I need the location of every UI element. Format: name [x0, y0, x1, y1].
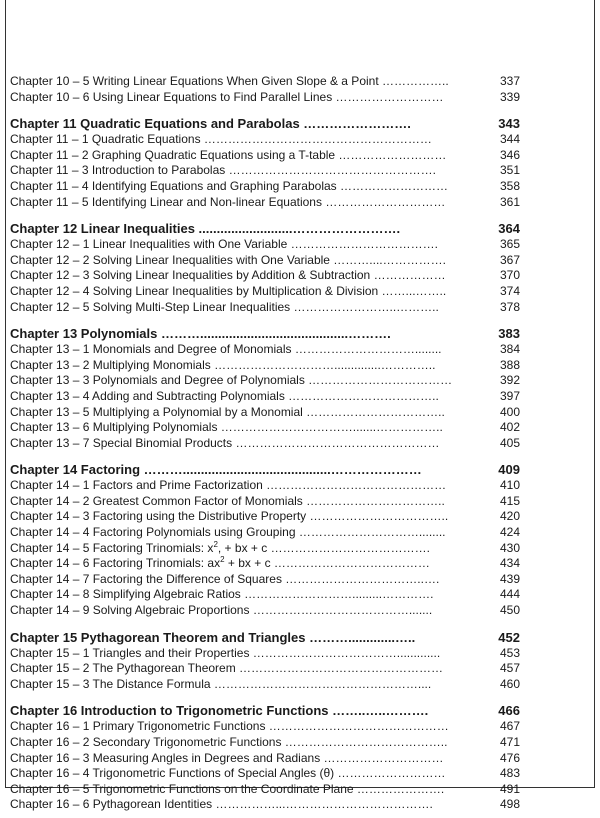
toc-entry-title: Chapter 13 – 6 Multiplying Polynomials …………………………….......…………….. [10, 420, 443, 435]
chapter-title: Chapter 15 Pythagorean Theorem and Triangles ……….............….. [10, 629, 416, 645]
toc-entry-page: 367 [499, 252, 520, 267]
toc-entry-title: Chapter 16 – 3 Measuring Angles in Degrees and Radians ………………………… [10, 750, 444, 765]
toc-entry-title: Chapter 13 – 1 Monomials and Degree of Monomials …………………………........ [10, 342, 442, 357]
toc-entry-title: Chapter 16 – 5 Trigonometric Functions on the Coordinate Plane …………………. [10, 781, 445, 796]
toc-entry-page: 400 [499, 404, 520, 419]
toc-entry-title: Chapter 15 – 1 Triangles and their Properties ………………………………............. [10, 645, 441, 660]
toc-entry-title: Chapter 14 – 2 Greatest Common Factor of Monomials …………………………….. [10, 493, 445, 508]
toc-entry-title: Chapter 14 – 4 Factoring Polynomials using Grouping …………………………........ [10, 525, 446, 540]
toc-entry-page: 365 [499, 237, 520, 252]
toc-entry-title: Chapter 11 – 4 Identifying Equations and Graphing Parabolas ……………………… [10, 178, 448, 193]
chapter-page: 383 [498, 326, 520, 342]
toc-entry-title: Chapter 14 – 6 Factoring Trinomials: $ax^2$ + bx + c ………………………………… [10, 556, 430, 571]
toc-entry-title: Chapter 11 – 3 Introduction to Parabolas ……………………………………………. [10, 163, 436, 178]
toc-entry-page: 434 [499, 556, 520, 571]
chapter-page: 452 [498, 629, 520, 645]
toc-entry [10, 661, 520, 677]
toc-entry [10, 782, 520, 798]
chapter-heading [10, 115, 520, 132]
toc-entry [10, 179, 520, 195]
toc-entry-page: 378 [499, 299, 520, 314]
toc-entry-page: 453 [499, 645, 520, 660]
toc-entry [10, 148, 520, 164]
toc-entry [10, 300, 520, 316]
chapter-page: 409 [498, 462, 520, 478]
toc-entry [10, 132, 520, 148]
toc-entry-page: 444 [499, 587, 520, 602]
toc-entry [10, 405, 520, 421]
toc-entry [10, 90, 520, 106]
toc-entry-title: Chapter 15 – 2 The Pythagorean Theorem …………………………………………… [10, 661, 444, 676]
toc-entry-page: 374 [499, 283, 520, 298]
toc-entry-title: Chapter 14 – 8 Simplifying Algebraic Ratios ……………………….........…………. [10, 587, 434, 602]
toc-entry-page: 471 [499, 735, 520, 749]
toc-entry-title: Chapter 13 – 7 Special Binomial Products …………………………………………… [10, 435, 440, 450]
toc-entry-title: Chapter 12 – 3 Solving Linear Inequalities by Addition & Subtraction ……………… [10, 268, 446, 283]
toc-entry-page: 358 [499, 178, 520, 193]
chapter-heading [10, 220, 520, 237]
toc-entry-page: 439 [499, 571, 520, 586]
toc-entry-page: 351 [499, 163, 520, 178]
chapter-title: Chapter 13 Polynomials ……….........................................………. [10, 326, 391, 342]
chapter-title: Chapter 14 Factoring ……….........................................………………… [10, 462, 422, 478]
toc-entry [10, 603, 520, 619]
toc-entry [10, 237, 520, 253]
table-of-contents [10, 74, 520, 813]
toc-entry-title: Chapter 12 – 5 Solving Multi-Step Linear Inequalities ……………………..……….. [10, 299, 439, 314]
toc-entry-page: 392 [499, 373, 520, 388]
toc-entry-title: Chapter 13 – 4 Adding and Subtracting Polynomials ……………………………….. [10, 388, 439, 403]
toc-entry-page: 457 [499, 661, 520, 676]
toc-entry-page: 384 [499, 342, 520, 357]
toc-entry-title: Chapter 12 – 4 Solving Linear Inequalities by Multiplication & Division ……...…….. [10, 283, 447, 298]
toc-entry [10, 525, 520, 541]
toc-entry [10, 556, 520, 572]
toc-entry [10, 494, 520, 510]
toc-entry-title: Chapter 11 – 1 Quadratic Equations ………………………………………………… [10, 132, 432, 147]
toc-entry [10, 572, 520, 588]
toc-entry-title: Chapter 16 – 1 Primary Trigonometric Functions ……………………………………… [10, 719, 449, 734]
toc-entry [10, 735, 520, 751]
toc-entry-page: 450 [499, 603, 520, 618]
toc-entry-page: 388 [499, 357, 520, 372]
toc-entry-page: 370 [499, 268, 520, 283]
toc-entry [10, 766, 520, 782]
toc-entry-title: Chapter 12 – 1 Linear Inequalities with One Variable ………………………………. [10, 237, 438, 252]
toc-entry [10, 677, 520, 693]
toc-entry [10, 478, 520, 494]
toc-entry-title: Chapter 13 – 2 Multiplying Monomials …………………………..............………….. [10, 357, 436, 372]
chapter-heading [10, 325, 520, 342]
toc-entry-page: 337 [499, 74, 520, 88]
toc-entry [10, 253, 520, 269]
chapter-page: 343 [498, 116, 520, 132]
toc-entry-title: Chapter 11 – 2 Graphing Quadratic Equations using a T-table ……………………… [10, 147, 447, 162]
toc-entry [10, 195, 520, 211]
toc-entry [10, 373, 520, 389]
toc-entry-title: Chapter 14 – 3 Factoring using the Distributive Property …………………………….. [10, 509, 449, 524]
toc-entry [10, 587, 520, 603]
toc-entry-title: Chapter 13 – 5 Multiplying a Polynomial by a Monomial …………………………….. [10, 404, 445, 419]
toc-entry [10, 751, 520, 767]
toc-entry-page: 344 [499, 132, 520, 147]
chapter-title: Chapter 12 Linear Inequalities ..........................……………………. [10, 221, 401, 237]
toc-entry-title: Chapter 12 – 2 Solving Linear Inequalities with One Variable ………....……………. [10, 252, 446, 267]
toc-entry [10, 163, 520, 179]
toc-entry-title: Chapter 15 – 3 The Distance Formula …………………………………………….... [10, 676, 432, 691]
toc-entry-title: Chapter 11 – 5 Identifying Linear and Non-linear Equations ………………………… [10, 194, 446, 209]
toc-entry-title: Chapter 16 – 2 Secondary Trigonometric Functions ………………………………….. [10, 735, 448, 749]
toc-entry-page: 420 [499, 509, 520, 524]
toc-entry [10, 436, 520, 452]
toc-entry-page: 346 [499, 147, 520, 162]
toc-entry-title: Chapter 10 – 6 Using Linear Equations to Find Parallel Lines ……………………… [10, 89, 444, 104]
toc-entry [10, 389, 520, 405]
chapter-heading [10, 629, 520, 646]
toc-entry-page: 405 [499, 435, 520, 450]
chapter-heading [10, 702, 520, 719]
toc-entry-page: 415 [499, 493, 520, 508]
toc-entry [10, 719, 520, 735]
toc-entry-title: Chapter 14 – 7 Factoring the Difference of Squares ……………………………..…. [10, 571, 440, 586]
toc-entry-page: 397 [499, 388, 520, 403]
toc-entry [10, 74, 520, 90]
toc-entry-title: Chapter 14 – 9 Solving Algebraic Proportions …………………………………....... [10, 603, 433, 618]
toc-entry-page: 361 [499, 194, 520, 209]
toc-entry [10, 646, 520, 662]
toc-entry-title: Chapter 14 – 5 Factoring Trinomials: $x^2$, + bx + c …………………………………. [10, 540, 430, 555]
toc-entry-page: 460 [499, 676, 520, 691]
chapter-page: 364 [498, 221, 520, 237]
chapter-heading [10, 461, 520, 478]
toc-entry [10, 541, 520, 557]
toc-entry-title: Chapter 10 – 5 Writing Linear Equations When Given Slope & a Point …………….. [10, 74, 449, 88]
toc-entry-page: 483 [499, 766, 520, 781]
chapter-title: Chapter 11 Quadratic Equations and Parabolas ……………………. [10, 116, 411, 132]
toc-entry [10, 268, 520, 284]
toc-entry-page: 402 [499, 420, 520, 435]
toc-entry [10, 509, 520, 525]
toc-entry-page: 424 [499, 525, 520, 540]
toc-entry-title: Chapter 14 – 1 Factors and Prime Factorization ……………………………………… [10, 478, 447, 493]
toc-entry-page: 430 [499, 540, 520, 555]
chapter-page: 466 [498, 703, 520, 719]
chapter-title: Chapter 16 Introduction to Trigonometric Functions ……..…..………. [10, 703, 429, 719]
toc-entry-page: 476 [499, 750, 520, 765]
toc-entry-page: 410 [499, 478, 520, 493]
toc-entry [10, 358, 520, 374]
toc-entry-title: Chapter 16 – 4 Trigonometric Functions of Special Angles (θ) ……………………… [10, 766, 446, 781]
toc-entry-title: Chapter 13 – 3 Polynomials and Degree of Polynomials ……………………………… [10, 373, 453, 388]
toc-entry-page: 467 [499, 719, 520, 734]
toc-entry [10, 342, 520, 358]
toc-entry-title: Chapter 16 – 6 Pythagorean Identities ……………...………………………………. [10, 797, 433, 812]
toc-entry-page: 491 [499, 781, 520, 796]
toc-entry-page: 498 [499, 797, 520, 812]
toc-entry [10, 284, 520, 300]
toc-entry-page: 339 [499, 89, 520, 104]
toc-entry [10, 420, 520, 436]
